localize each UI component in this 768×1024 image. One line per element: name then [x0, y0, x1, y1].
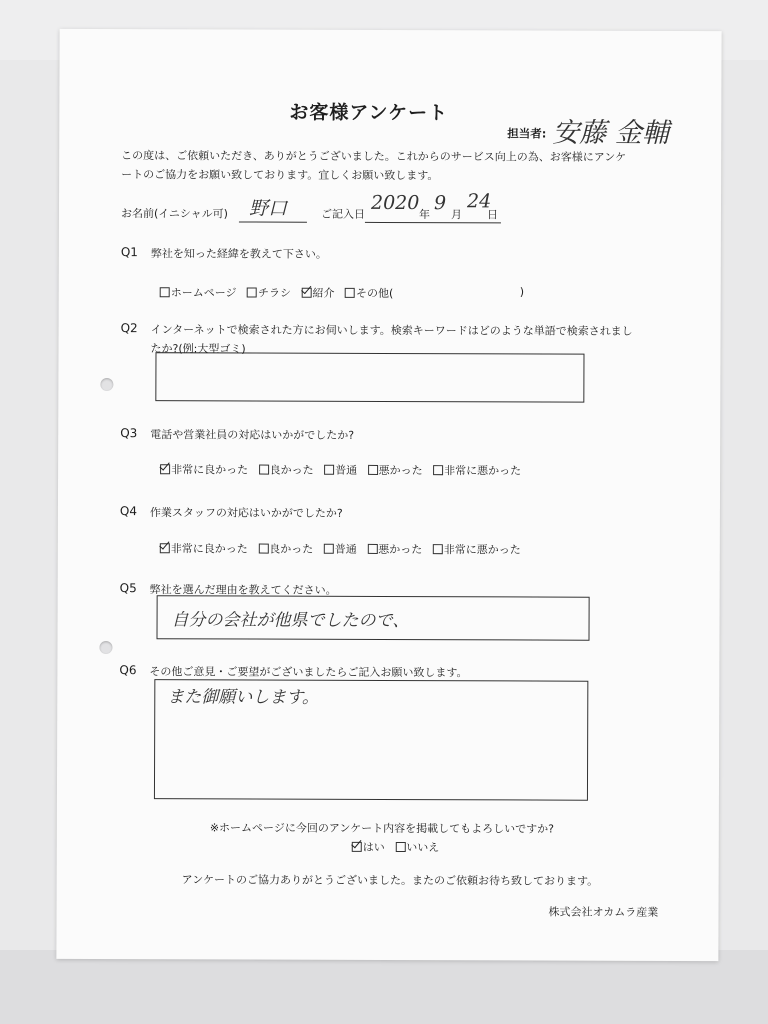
staff-label: 担当者:: [507, 126, 547, 141]
punch-hole-bottom: [99, 641, 112, 654]
q5-text: 弊社を選んだ理由を教えてください。: [149, 583, 337, 597]
q6-number: Q6: [119, 663, 137, 678]
publish-options: [352, 839, 447, 855]
punch-hole-top: [100, 378, 113, 391]
date-month-unit: 月: [450, 208, 463, 222]
name-label: お名前(イニシャル可): [120, 207, 228, 221]
checkbox-icon[interactable]: [324, 465, 334, 475]
publish-option-yes[interactable]: はい: [352, 841, 385, 854]
checkbox-icon[interactable]: [345, 288, 355, 298]
q3-option-bad[interactable]: 悪かった: [368, 464, 423, 477]
thanks-message: アンケートのご協力ありがとうございました。またのご依頼お待ち致しております。: [181, 873, 599, 888]
q6-answer: また御願いします。: [167, 687, 319, 708]
q1-option-referral[interactable]: 紹介: [301, 287, 334, 300]
q4-number: Q4: [119, 504, 138, 519]
q2-number: Q2: [120, 321, 138, 336]
q3-option-very-bad[interactable]: 非常に悪かった: [433, 464, 521, 477]
q3-option-good[interactable]: 良かった: [259, 464, 314, 477]
q1-number: Q1: [120, 245, 138, 260]
q4-text: 作業スタッフの対応はいかがでしたか?: [149, 506, 343, 520]
checkbox-icon[interactable]: [368, 465, 378, 475]
q3-options: [160, 461, 528, 478]
q1-option-flyer[interactable]: チラシ: [247, 287, 291, 300]
q1-options: [160, 284, 401, 301]
page-title: お客様アンケート: [289, 101, 449, 125]
q4-option-normal[interactable]: 普通: [324, 543, 357, 556]
survey-sheet: [56, 29, 721, 961]
q3-number: Q3: [120, 426, 138, 441]
q4-option-very-good[interactable]: 非常に良かった: [160, 542, 248, 555]
background-bottom: [0, 950, 768, 1024]
company-name: 株式会社オカムラ産業: [548, 905, 659, 919]
q2-text-line-2: たか?(例:大型ゴミ): [150, 342, 246, 356]
q4-option-bad[interactable]: 悪かった: [367, 543, 422, 556]
q4-options: [160, 540, 528, 557]
publish-question: ※ホームページに今回のアンケート内容を掲載してもよろしいですか?: [209, 821, 555, 836]
checked-checkbox-icon[interactable]: [160, 543, 170, 553]
date-label: ご記入日: [320, 207, 366, 221]
q6-text: その他ご意見・ご要望がございましたらご記入お願い致します。: [149, 665, 468, 680]
date-year-unit: 年: [418, 208, 431, 222]
checkbox-icon[interactable]: [259, 465, 269, 475]
q1-option-homepage[interactable]: ホームページ: [160, 286, 237, 299]
checkbox-icon[interactable]: [433, 544, 443, 554]
checkbox-icon[interactable]: [395, 842, 405, 852]
checkbox-icon[interactable]: [247, 288, 257, 298]
q3-text: 電話や営業社員の対応はいかがでしたか?: [150, 428, 355, 442]
q4-option-very-bad[interactable]: 非常に悪かった: [433, 543, 521, 556]
staff-signature: 安藤 金輔: [552, 117, 669, 149]
date-year: 2020: [370, 191, 420, 215]
checkbox-icon[interactable]: [433, 465, 443, 475]
checkbox-icon[interactable]: [258, 544, 268, 554]
q4-option-good[interactable]: 良かった: [258, 543, 313, 556]
q1-text: 弊社を知った経緯を教えて下さい。: [150, 247, 327, 261]
checkbox-icon[interactable]: [160, 287, 170, 297]
checked-checkbox-icon[interactable]: [301, 288, 311, 298]
date-day-unit: 日: [486, 208, 499, 222]
q5-number: Q5: [119, 581, 137, 596]
name-value: 野口: [248, 197, 288, 220]
date-month: 9: [433, 192, 447, 215]
date-underline: [365, 222, 501, 223]
q2-text-line-1: インターネットで検索された方にお伺いします。検索キーワードはどのような単語で検索されまし: [150, 323, 633, 338]
q3-option-very-good[interactable]: 非常に良かった: [160, 463, 248, 476]
checked-checkbox-icon[interactable]: [352, 842, 362, 852]
checkbox-icon[interactable]: [324, 544, 334, 554]
q5-answer-box[interactable]: [156, 595, 589, 641]
q1-option-other[interactable]: その他(: [345, 287, 393, 300]
checked-checkbox-icon[interactable]: [160, 464, 170, 474]
q1-close-paren: ): [519, 285, 525, 299]
name-underline: [239, 221, 307, 222]
q3-option-normal[interactable]: 普通: [324, 464, 357, 477]
q5-answer: 自分の会社が他県でしたので、: [171, 610, 410, 632]
intro-line-2: ートのご協力をお願い致しております。宜しくお願い致します。: [121, 168, 439, 183]
intro-line-1: この度は、ご依頼いただき、ありがとうございました。これからのサービス向上の為、お客様にアンケ: [121, 149, 627, 164]
q6-answer-box[interactable]: [154, 679, 588, 801]
q2-answer-box[interactable]: [155, 352, 584, 402]
date-day: 24: [466, 190, 492, 213]
publish-option-no[interactable]: いいえ: [395, 841, 439, 854]
checkbox-icon[interactable]: [367, 544, 377, 554]
